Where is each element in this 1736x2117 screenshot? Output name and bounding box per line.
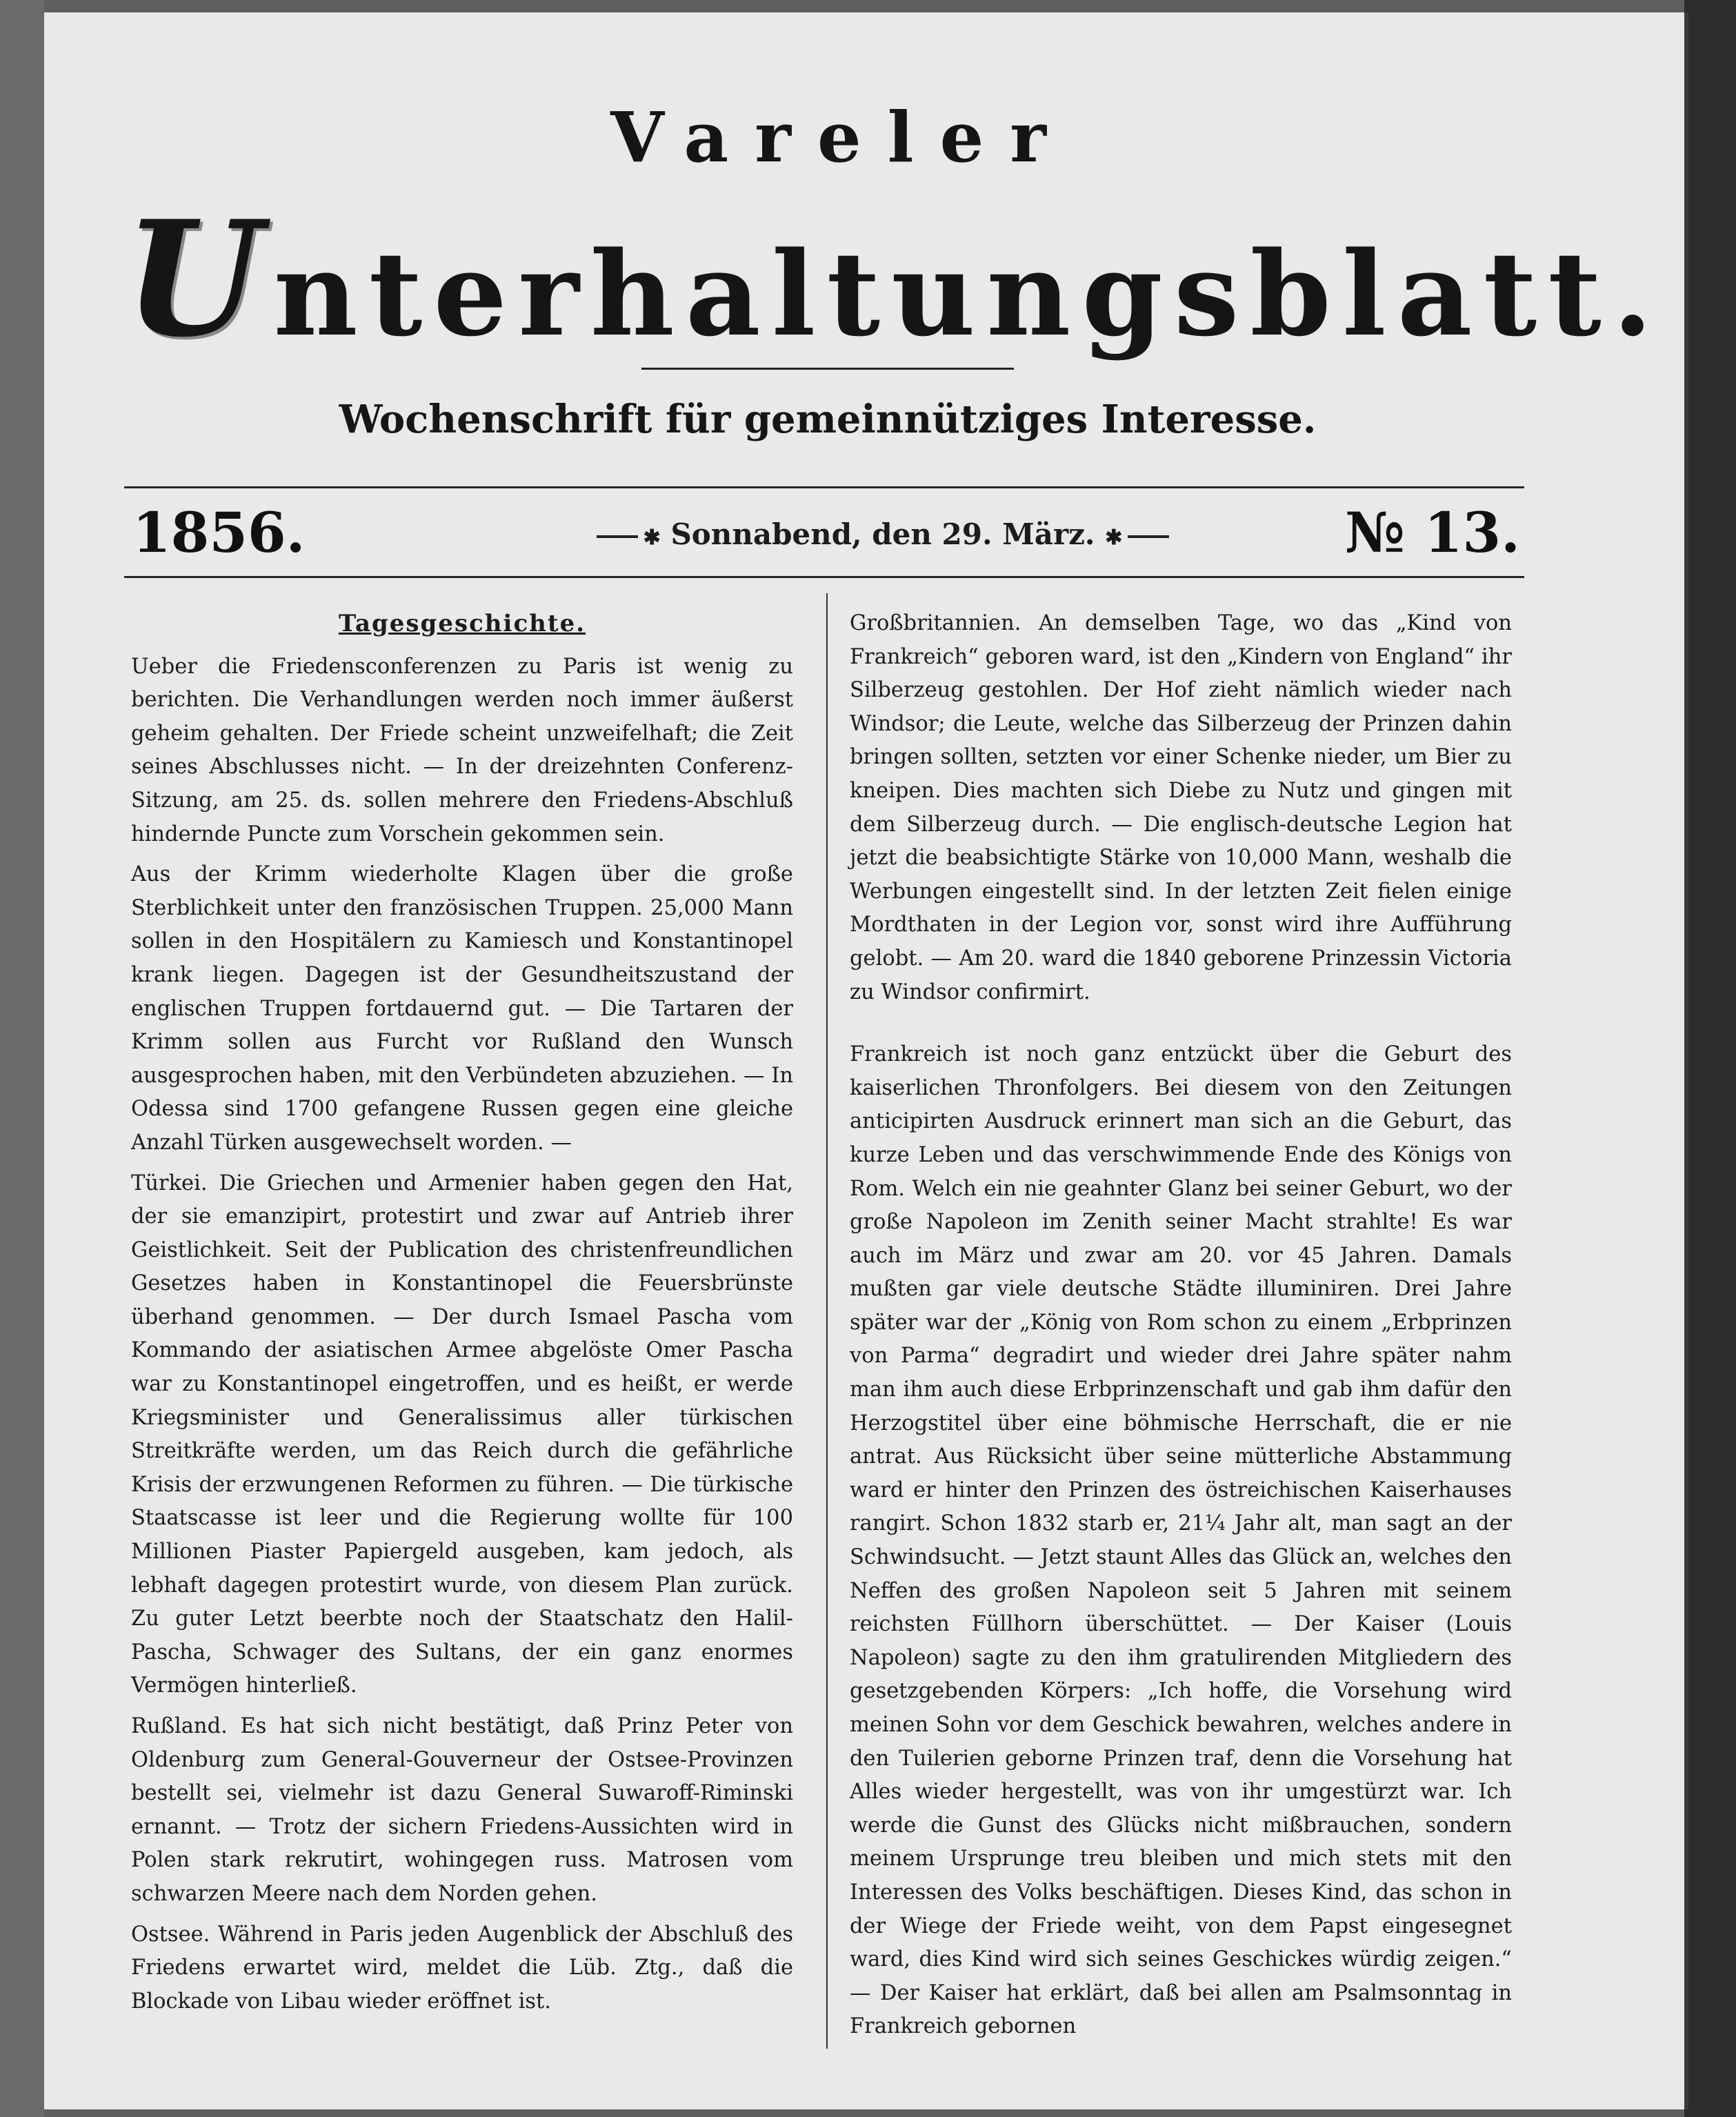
issue-year: 1856. (132, 500, 306, 565)
dateline-top-rule (124, 486, 1524, 488)
masthead-rule (641, 368, 1014, 370)
column-divider (826, 593, 828, 2049)
masthead-title-rest: nterhaltungsblatt. (273, 226, 1664, 362)
article-paragraph: Rußland. Es hat sich nicht bestätigt, daß Prinz Peter von Oldenburg zum General-Gouverneur der Ostsee-Provinzen bestellt sei, vielmehr ist dazu General Suwaroff-Riminski ernannt. — Trotz der sichern Friedens-Aussichten wird in Polen stark rekrutirt, wohingegen russ. Matrosen vom schwarzen Meere nach dem Norden gehen. (131, 1714, 793, 1906)
issue-date-text: Sonnabend, den 29. März. (670, 517, 1095, 551)
binding-gutter (0, 0, 44, 2117)
article-paragraph: Ostsee. Während in Paris jeden Augenblick der Abschluß des Friedens erwartet wird, meldet die Lüb. Ztg., daß die Blockade von Libau wieder eröffnet ist. (131, 1922, 793, 2014)
right-column (850, 607, 1512, 2044)
ornament-right-icon (1128, 535, 1169, 538)
article-paragraph: Großbritannien. An demselben Tage, wo das „Kind von Frankreich“ geboren ward, ist den „Kindern von England“ ihr Silberzeug gestohlen. Der Hof zieht nämlich wieder nach Windsor; die Leute, welche das Silberzeug der Prinzen dahin bringen sollten, setzten vor einer Schenke nieder, um Bier zu kneipen. Dies machten sich Diebe zu Nutz und gingen mit dem Silberzeug durch. — Die englisch-deutsche Legion hat jetzt die beabsichtigte Stärke von 10,000 Mann, weshalb die Werbungen eingestellt sind. In der letzten Zeit fielen einige Mordthaten in der Legion vor, sonst wird ihre Aufführung gelobt. — Am 20. ward die 1840 geborene Prinzessin Victoria zu Windsor confirmirt. (850, 611, 1512, 1004)
issue-date (572, 517, 1193, 551)
article-paragraph: Ueber die Friedensconferenzen zu Paris ist wenig zu berichten. Die Verhandlungen werden noch immer äußerst geheim gehalten. Der Friede scheint unzweifelhaft; die Zeit seines Abschlusses nicht. — In der dreizehnten Conferenz-Sitzung, am 25. ds. sollen mehrere den Friedens-Abschluß hindernde Puncte zum Vorschein gekommen sein. (131, 654, 793, 846)
ornament-star-right-icon: ✱ (1105, 526, 1123, 550)
ornament-star-left-icon: ✱ (643, 526, 661, 550)
left-column (131, 607, 793, 2018)
section-heading: Tagesgeschichte. (338, 610, 586, 637)
masthead-title (124, 186, 1664, 372)
article-paragraph: Türkei. Die Griechen und Armenier haben gegen den Hat, der sie emanzipirt, protestirt und zwar auf Antrieb ihrer Geistlichkeit. Seit der Publication des christenfreundlichen Gesetzes haben in Konstantinopel die Feuersbrünste überhand genommen. — Der durch Ismael Pascha vom Kommando der asiatischen Armee abgelöste Omer Pascha war zu Konstantinopel eingetroffen, und es heißt, er werde Kriegsminister und Generalissimus aller türkischen Streitkräfte werden, um das Reich durch die gefährliche Krisis der erzwungenen Reformen zu führen. — Die türkische Staatscasse ist leer und die Regierung wollte für 100 Millionen Piaster Papiergeld ausgeben, kam jedoch, als lebhaft dagegen protestirt wurde, von diesem Plan zurück. Zu guter Letzt beerbte noch der Staatschatz den Halil-Pascha, Schwager des Sultans, der ein ganz enormes Vermögen hinterließ. (131, 1171, 793, 1698)
dateline (124, 500, 1524, 576)
dateline-bottom-rule (124, 576, 1524, 578)
masthead-top-word: Vareler (610, 97, 1072, 178)
issue-number: № 13. (1345, 500, 1520, 565)
page-edge-shadow (1684, 0, 1736, 2117)
article-paragraph: Frankreich ist noch ganz entzückt über die Geburt des kaiserlichen Thronfolgers. Bei diesem von den Zeitungen anticipirten Ausdruck erinnert man sich an die Geburt, das kurze Leben und das verschwimmende Ende des Königs von Rom. Welch ein nie geahnter Glanz bei seiner Geburt, wo der große Napoleon im Zenith seiner Macht strahlte! Es war auch im März und zwar am 20. vor 45 Jahren. Damals mußten gar viele deutsche Städte illuminiren. Drei Jahre später war der „König von Rom schon zu einem „Erbprinzen von Parma“ degradirt und wieder drei Jahre später nahm man ihm auch diese Erbprinzenschaft und gab ihm dafür den Herzogstitel über eine böhmische Herrschaft, die er nie antrat. Aus Rücksicht über seine mütterliche Abstammung ward er hinter den Prinzen des östreichischen Kaiserhauses rangirt. Schon 1832 starb er, 21¼ Jahr alt, man sagt an der Schwindsucht. — Jetzt staunt Alles das Glück an, welches den Neffen des großen Napoleon seit 5 Jahren mit seinem reichsten Füllhorn überschüttet. — Der Kaiser (Louis Napoleon) sagte zu den ihm gratulirenden Mitgliedern des gesetzgebenden Körpers: „Ich hoffe, die Vorsehung wird meinen Sohn vor dem Geschick bewahren, welches andere in den Tuilerien geborne Prinzen traf, denn die Vorsehung hat Alles wieder hergestellt, was von ihr umgestürzt war. Ich werde die Gunst des Glücks nicht mißbrauchen, sondern meinem Ursprunge treu bleiben und mich stets mit den Interessen des Volks beschäftigen. Dieses Kind, das schon in der Wiege der Friede weiht, von dem Papst eingesegnet ward, dies Kind wird sich seines Geschickes würdig zeigen.“ — Der Kaiser hat erklärt, daß bei allen am Psalmsonntag in Frankreich gebornen (850, 1042, 1512, 2039)
masthead-initial: U (124, 186, 274, 372)
masthead-subtitle: Wochenschrift für gemeinnütziges Interesse. (339, 397, 1317, 442)
article-paragraph: Aus der Krimm wiederholte Klagen über die große Sterblichkeit unter den französischen Truppen. 25,000 Mann sollen in den Hospitälern zu Kamiesch und Konstantinopel krank liegen. Dagegen ist der Gesundheitszustand der englischen Truppen fortdauernd gut. — Die Tartaren der Krimm sollen aus Furcht vor Rußland den Wunsch ausgesprochen haben, mit den Verbündeten abzuziehen. — In Odessa sind 1700 gefangene Russen gegen eine gleiche Anzahl Türken ausgewechselt worden. — (131, 862, 793, 1155)
ornament-left-icon (597, 535, 638, 538)
